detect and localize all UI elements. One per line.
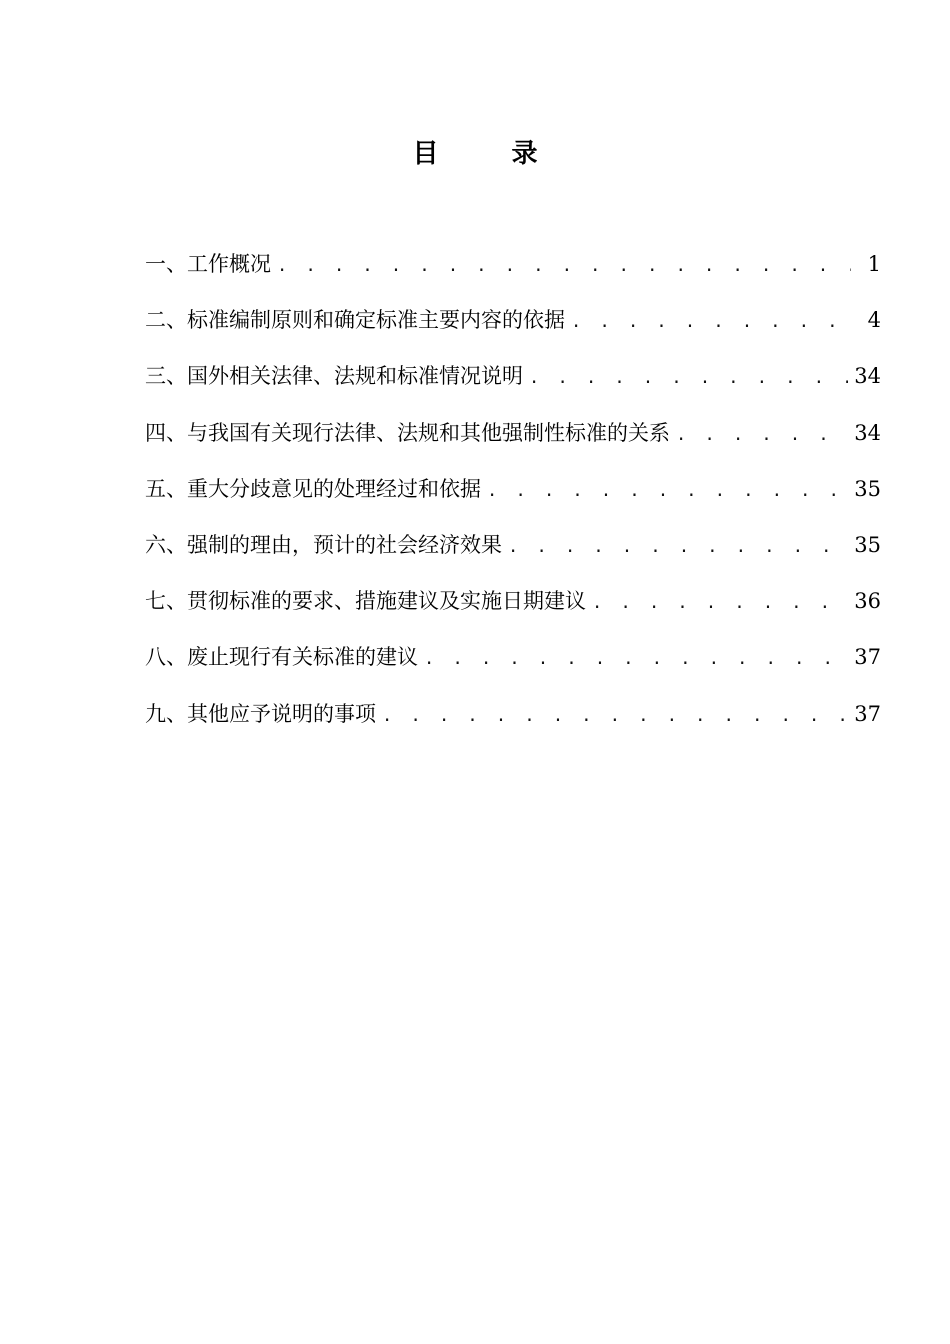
- toc-entry-1[interactable]: [145, 244, 881, 300]
- toc-entry-7[interactable]: [145, 581, 881, 637]
- toc-entry-label: 八、废止现行有关标准的建议: [145, 645, 418, 670]
- toc-entry-page: 34: [854, 420, 881, 445]
- toc-dot-leader: [382, 696, 848, 736]
- toc-entry-label: 三、国外相关法律、法规和标准情况说明: [145, 364, 523, 389]
- toc-entry-label: 二、标准编制原则和确定标准主要内容的依据: [145, 308, 565, 333]
- toc-entry-label: 五、重大分歧意见的处理经过和依据: [145, 476, 481, 501]
- toc-entry-page: 34: [854, 364, 881, 389]
- toc-entry-3[interactable]: [145, 356, 881, 412]
- toc-entry-9[interactable]: [145, 694, 881, 750]
- toc-entry-page: 1: [867, 252, 881, 276]
- toc-entry-page: 35: [854, 532, 881, 557]
- toc-dot-leader: [487, 471, 848, 511]
- toc-dot-leader: [676, 415, 848, 455]
- toc-dot-leader: [571, 302, 851, 342]
- toc-entry-page: 4: [867, 308, 881, 333]
- toc-entry-4[interactable]: [145, 413, 881, 469]
- table-of-contents: [145, 244, 881, 750]
- toc-entry-5[interactable]: [145, 469, 881, 525]
- toc-entry-page: 35: [854, 476, 881, 501]
- toc-dot-leader: [592, 583, 848, 623]
- toc-entry-page: 37: [854, 645, 881, 670]
- toc-entry-label: 九、其他应予说明的事项: [145, 701, 376, 726]
- toc-dot-leader: [277, 246, 851, 286]
- toc-entry-label: 六、强制的理由，预计的社会经济效果: [145, 532, 502, 557]
- toc-entry-label: 四、与我国有关现行法律、法规和其他强制性标准的关系: [145, 420, 670, 445]
- toc-dot-leader: [424, 639, 848, 679]
- toc-dot-leader: [508, 527, 848, 567]
- toc-title: 目 录: [412, 139, 570, 169]
- toc-entry-2[interactable]: [145, 300, 881, 356]
- toc-entry-page: 36: [854, 589, 881, 614]
- toc-entry-8[interactable]: [145, 637, 881, 693]
- toc-entry-6[interactable]: [145, 525, 881, 581]
- toc-entry-page: 37: [854, 701, 881, 726]
- toc-entry-label: 一、工作概况: [145, 252, 271, 276]
- toc-entry-label: 七、贯彻标准的要求、措施建议及实施日期建议: [145, 589, 586, 614]
- toc-dot-leader: [529, 358, 848, 398]
